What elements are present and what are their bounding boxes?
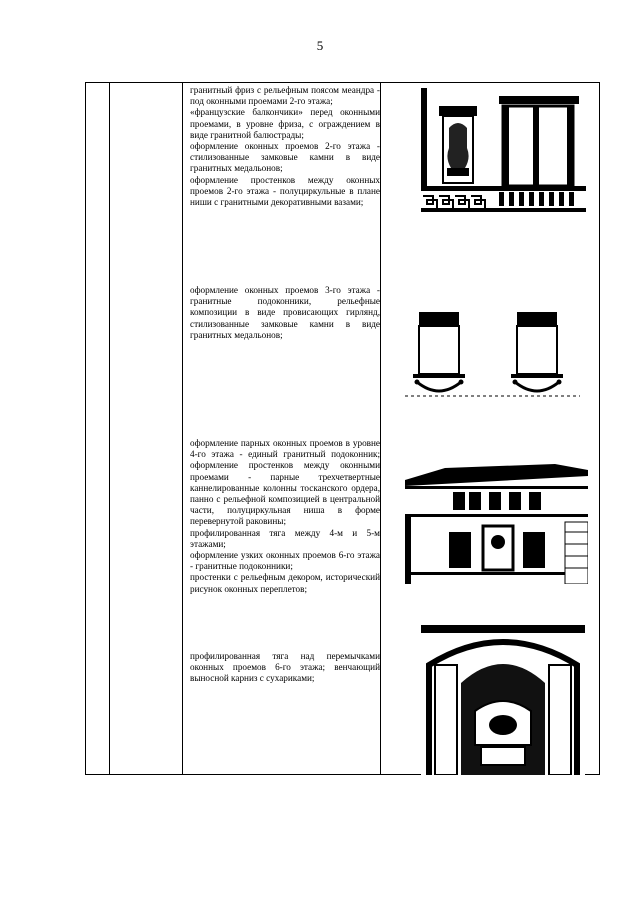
- description-line: профилированная тяга над перемычками оконных проемов 6-го этажа; венчающий выносной карниз с сухариками;: [190, 651, 380, 684]
- row-2-description: [190, 285, 380, 341]
- description-line: оформление оконных проемов 3-го этажа - гранитные подоконники, рельефные композиции в виде провисающих гирлянд, стилизованные замковые камни в виде гранитных медальонов;: [190, 285, 380, 340]
- page-number: 5: [316, 38, 324, 53]
- description-line: оформление оконных проемов 2-го этажа - стилизованные замковые камни в виде гранитных медальонов;: [190, 141, 380, 174]
- photo-arched-niche: [421, 625, 585, 775]
- photo-upper-facade: [405, 462, 588, 584]
- description-line: «французские балкончики» перед оконными проемами, в уровне фриза, с ограждением в виде гранитной балюстрады;: [190, 107, 380, 140]
- photo-windows-garlands: [405, 308, 580, 404]
- photo-balcony-balustrade: [421, 88, 586, 218]
- column-divider: [380, 83, 381, 774]
- row-3-description: [190, 438, 380, 595]
- description-line: оформление простенков между оконных проемов 2-го этажа - полуциркульные в плане ниши с гранитными декоративными вазами;: [190, 174, 380, 208]
- description-line: профилированная тяга между 4-м и 5-м этажами;: [190, 527, 380, 549]
- description-line: гранитный фриз с рельефным поясом меандра - под оконными проемами 2-го этажа;: [190, 85, 380, 107]
- description-line: оформление узких оконных проемов 6-го этажа - гранитные подоконники;: [190, 550, 380, 572]
- row-1-description: [190, 85, 380, 208]
- row-4-description: [190, 651, 380, 685]
- description-line: простенки с рельефным декором, исторический рисунок оконных переплетов;: [190, 572, 380, 594]
- description-line: оформление парных оконных проемов в уровне 4-го этажа - единый гранитный подоконник; оформление простенков между оконными проемами - парные трехчетвертные каннелированные колонны тосканского ордера, панно с рельефной композицией в центральной части, полуциркульная ниша в форме перевернутой раковины;: [190, 438, 380, 527]
- column-divider: [109, 83, 110, 774]
- column-divider: [182, 83, 183, 774]
